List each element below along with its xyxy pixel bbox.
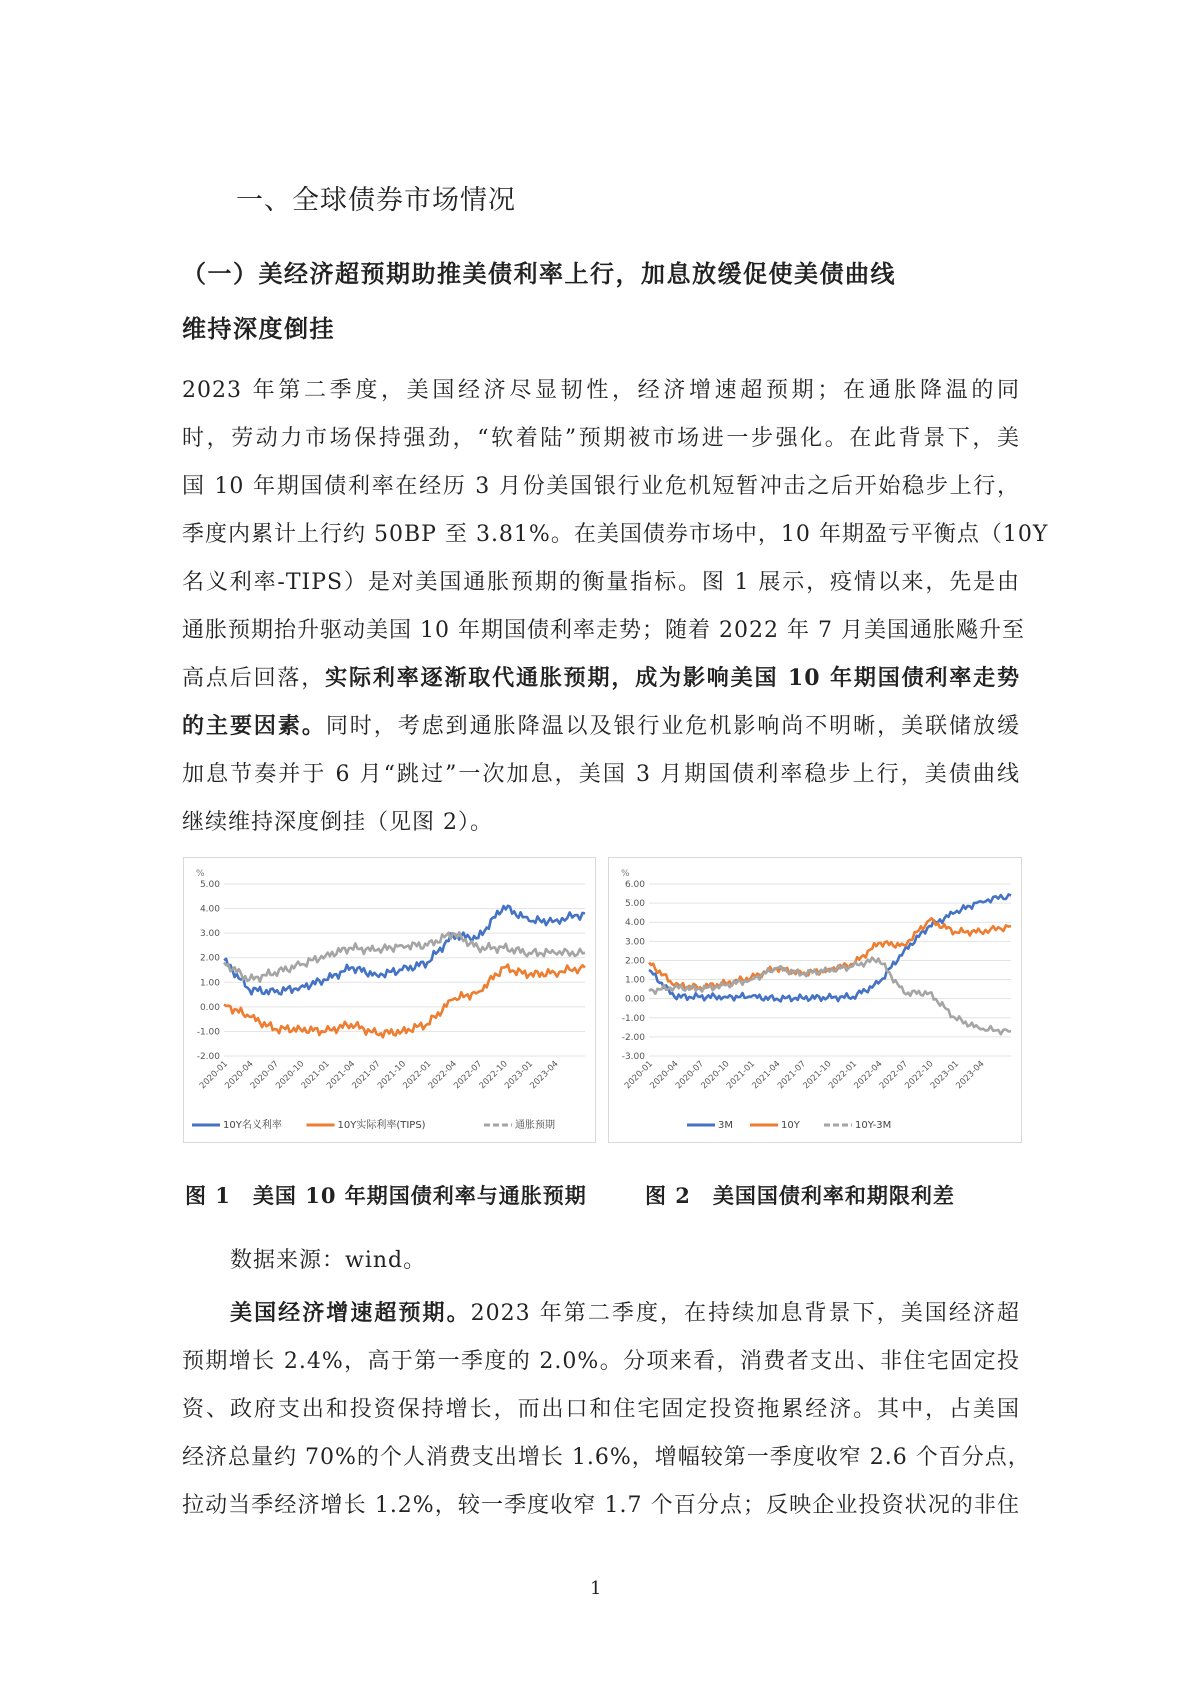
para1-emphasis: 实际利率逐渐取代通胀预期，成为影响美国 10 年期国债利率走势 xyxy=(325,665,1020,691)
para1-emphasis: 的主要因素。 xyxy=(182,713,326,739)
y-tick-label: 5.00 xyxy=(199,880,220,890)
para1-line xyxy=(182,709,1020,740)
y-tick-label: 3.00 xyxy=(624,937,645,948)
x-tick-label: 2022-10 xyxy=(477,1059,510,1092)
x-tick-label: 2021-10 xyxy=(801,1059,834,1092)
y-tick-label: 1.00 xyxy=(199,978,220,989)
y-tick-label: 4.00 xyxy=(199,904,220,915)
legend-label: 10Y-3M xyxy=(855,1120,892,1131)
y-tick-label: 2.00 xyxy=(199,953,220,964)
x-tick-label: 2022-10 xyxy=(903,1059,936,1092)
x-tick-label: 2021-04 xyxy=(325,1059,358,1092)
chart-unit-label: % xyxy=(196,869,205,879)
x-tick-label: 2020-01 xyxy=(197,1059,231,1092)
y-tick-label: 5.00 xyxy=(624,899,645,910)
x-tick-label: 2020-04 xyxy=(648,1059,681,1092)
y-tick-label: 3.00 xyxy=(199,929,220,940)
legend-label: 通胀预期 xyxy=(515,1120,555,1131)
legend-label: 10Y名义利率 xyxy=(223,1120,282,1131)
x-tick-label: 2020-10 xyxy=(699,1059,732,1092)
para1-line: 通胀预期抬升驱动美国 10 年期国债利率走势；随着 2022 年 7 月美国通胀飚升至 xyxy=(182,618,1025,643)
figure-1-chart xyxy=(184,858,595,1142)
section-title: 一、全球债券市场情况 xyxy=(236,185,516,216)
x-tick-label: 2021-07 xyxy=(775,1059,809,1092)
para2-emphasis: 美国经济增速超预期。 xyxy=(230,1300,471,1326)
y-tick-label: 6.00 xyxy=(624,880,645,890)
y-tick-label: -2.00 xyxy=(621,1032,645,1043)
x-tick-label: 2023-04 xyxy=(954,1059,987,1092)
figure-2 xyxy=(608,857,1022,1143)
para2-line: 资、政府支出和投资保持增长，而出口和住宅固定投资拖累经济。其中，占美国 xyxy=(182,1397,1020,1422)
x-tick-label: 2022-04 xyxy=(852,1059,885,1092)
x-tick-label: 2022-04 xyxy=(426,1059,459,1092)
y-tick-label: -3.00 xyxy=(621,1052,645,1062)
x-tick-label: 2020-04 xyxy=(223,1059,256,1092)
x-tick-label: 2020-07 xyxy=(673,1059,707,1092)
y-tick-label: 1.00 xyxy=(624,975,645,986)
x-tick-label: 2020-07 xyxy=(248,1059,281,1092)
chart-unit-label: % xyxy=(621,869,630,879)
para1-line: 加息节奏并于 6 月“跳过”一次加息，美国 3 月期国债利率稳步上行，美债曲线 xyxy=(182,762,1020,787)
y-tick-label: -1.00 xyxy=(621,1013,645,1024)
y-tick-label: -1.00 xyxy=(196,1027,220,1038)
para1-line: 名义利率-TIPS）是对美国通胀预期的衡量指标。图 1 展示，疫情以来，先是由 xyxy=(182,570,1020,595)
y-tick-label: 4.00 xyxy=(624,918,645,929)
x-tick-label: 2022-07 xyxy=(452,1059,485,1092)
para2-line: 拉动当季经济增长 1.2%，较一季度收窄 1.7 个百分点；反映企业投资状况的非住 xyxy=(182,1493,1020,1518)
x-tick-label: 2021-01 xyxy=(299,1059,332,1092)
figure-2-caption: 图 2 美国国债利率和期限利差 xyxy=(645,1183,955,1208)
para2-line: 预期增长 2.4%，高于第一季度的 2.0%。分项来看，消费者支出、非住宅固定投 xyxy=(182,1349,1020,1374)
para1-text: 高点后回落， xyxy=(182,666,326,691)
subsection-title-line2: 维持深度倒挂 xyxy=(182,314,335,343)
x-tick-label: 2021-01 xyxy=(724,1059,758,1092)
x-tick-label: 2023-01 xyxy=(503,1059,536,1092)
x-tick-label: 2022-01 xyxy=(401,1059,434,1092)
source-note: 数据来源：wind。 xyxy=(230,1248,427,1273)
figure-1 xyxy=(183,857,596,1143)
x-tick-label: 2020-10 xyxy=(274,1059,307,1092)
series-line xyxy=(224,906,585,995)
para2-line xyxy=(230,1296,1020,1327)
figure-1-caption: 图 1 美国 10 年期国债利率与通胀预期 xyxy=(185,1183,587,1208)
para1-line: 2023 年第二季度，美国经济尽显韧性，经济增速超预期；在通胀降温的同 xyxy=(182,378,1020,403)
para1-line xyxy=(182,661,1020,692)
para1-line: 季度内累计上行约 50BP 至 3.81%。在美国债券市场中，10 年期盈亏平衡点（10Y xyxy=(182,522,1049,547)
x-tick-label: 2021-10 xyxy=(375,1059,409,1092)
figure-2-chart xyxy=(609,858,1021,1142)
subsection-title-line1: （一）美经济超预期助推美债利率上行，加息放缓促使美债曲线 xyxy=(182,259,896,288)
series-line xyxy=(649,918,1011,989)
y-tick-label: 0.00 xyxy=(624,994,645,1005)
x-tick-label: 2022-07 xyxy=(877,1059,911,1092)
x-tick-label: 2020-01 xyxy=(622,1059,656,1092)
x-tick-label: 2021-07 xyxy=(350,1059,383,1092)
page-number: 1 xyxy=(590,1578,602,1599)
para1-line: 继续维持深度倒挂（见图 2）。 xyxy=(182,810,493,835)
x-tick-label: 2023-01 xyxy=(928,1059,962,1092)
x-tick-label: 2023-04 xyxy=(528,1059,561,1092)
x-tick-label: 2022-01 xyxy=(826,1059,860,1092)
para1-line: 国 10 年期国债利率在经历 3 月份美国银行业危机短暂冲击之后开始稳步上行， xyxy=(182,474,1020,499)
para1-line: 时，劳动力市场保持强劲，“软着陆”预期被市场进一步强化。在此背景下，美 xyxy=(182,426,1020,451)
para1-text: 同时，考虑到通胀降温以及银行业危机影响尚不明晰，美联储放缓 xyxy=(325,714,1020,739)
legend-label: 10Y xyxy=(781,1120,800,1131)
para2-line: 经济总量约 70%的个人消费支出增长 1.6%，增幅较第一季度收窄 2.6 个百分点， xyxy=(182,1445,1031,1470)
para2-text: 2023 年第二季度，在持续加息背景下，美国经济超 xyxy=(470,1301,1020,1326)
y-tick-label: 2.00 xyxy=(624,956,645,967)
y-tick-label: -2.00 xyxy=(196,1052,220,1062)
y-tick-label: 0.00 xyxy=(199,1002,220,1013)
legend-label: 10Y实际利率(TIPS) xyxy=(337,1120,426,1131)
legend-label: 3M xyxy=(718,1120,733,1131)
x-tick-label: 2021-04 xyxy=(750,1059,783,1092)
